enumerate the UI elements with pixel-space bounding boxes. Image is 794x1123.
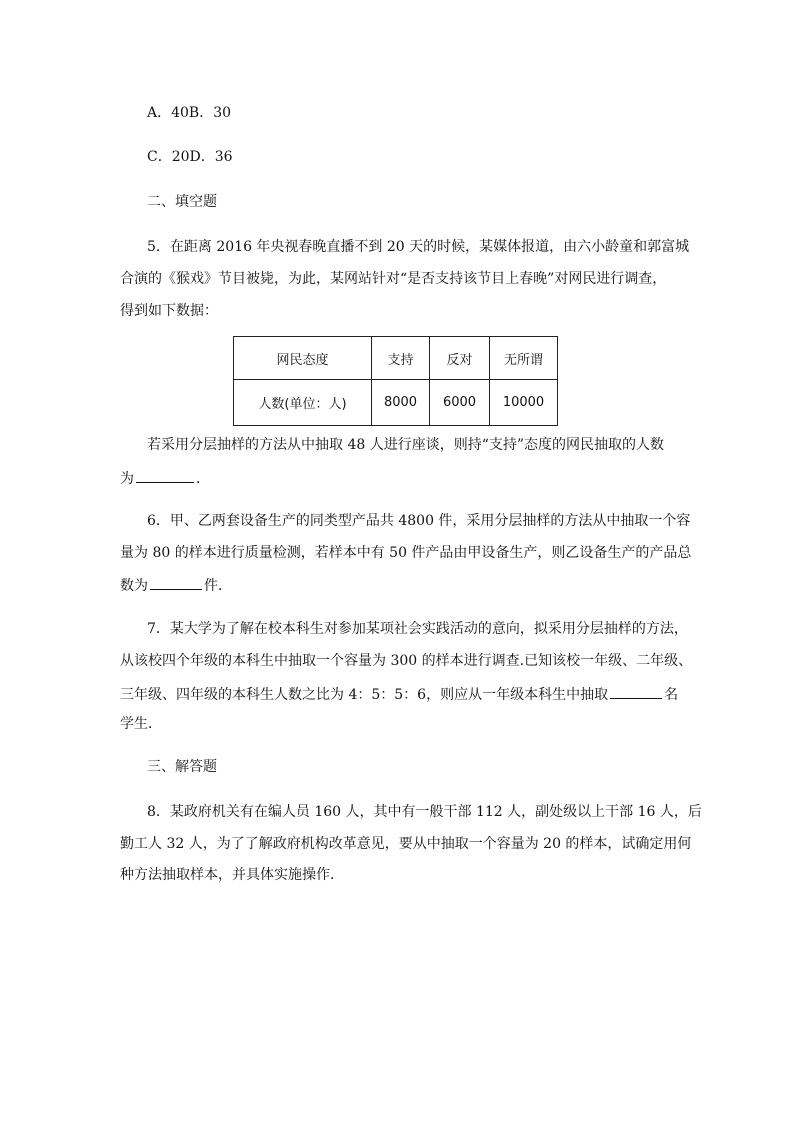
table-header-cell: 反对 xyxy=(430,337,490,380)
survey-table xyxy=(233,336,558,426)
q8-line3: 种方法抽取样本，并具体实施操作． xyxy=(120,867,344,883)
table-header-row xyxy=(234,337,558,380)
q5-line5-prefix: 为 xyxy=(120,471,134,487)
q5-line4: 若采用分层抽样的方法从中抽取 48 人进行座谈，则持“支持”态度的网民抽取的人数 xyxy=(147,437,665,453)
q6-line2: 量为 80 的样本进行质量检测，若样本中有 50 件产品由甲设备生产，则乙设备生产的产品总 xyxy=(120,545,692,561)
answer-blank xyxy=(136,468,194,483)
section-answer: 三、解答题 xyxy=(147,759,217,775)
q7-line3-prefix: 三年级、四年级的本科生人数之比为 4：5：5：6，则应从一年级本科生中抽取 xyxy=(120,687,609,703)
section-fill-blank: 二、填空题 xyxy=(147,194,217,210)
q6-line3-prefix: 数为 xyxy=(120,578,148,594)
table-row-label: 人数(单位：人) xyxy=(234,380,372,426)
q6-line3 xyxy=(120,575,232,595)
q7-line2: 从该校四个年级的本科生中抽取一个容量为 300 的样本进行调查.已知该校一年级、二年级、 xyxy=(120,653,693,669)
q6-line1: 6．甲、乙两套设备生产的同类型产品共 4800 件，采用分层抽样的方法从中抽取一个容 xyxy=(147,513,691,529)
answer-blank xyxy=(610,684,662,699)
answer-blank xyxy=(150,575,202,590)
q7-line1: 7．某大学为了解在校本科生对参加某项社会实践活动的意向，拟采用分层抽样的方法， xyxy=(147,621,688,637)
table-cell: 10000 xyxy=(490,380,558,426)
table-row xyxy=(234,380,558,426)
options-c-d: C．20D．36 xyxy=(147,149,233,165)
q7-line3-suffix: 名 xyxy=(664,687,679,703)
q5-line5-suffix: ． xyxy=(196,471,210,487)
q7-line3 xyxy=(120,684,678,704)
q8-line2: 勤工人 32 人，为了了解政府机构改革意见，要从中抽取一个容量为 20 的样本，试确定用何 xyxy=(120,836,692,852)
table-header-cell: 网民态度 xyxy=(234,337,372,380)
q8-line1: 8．某政府机关有在编人员 160 人，其中有一般干部 112 人，副处级以上干部 16 人，后 xyxy=(147,804,702,820)
q6-line3-suffix: 件． xyxy=(204,578,232,594)
q5-line1: 5．在距离 2016 年央视春晚直播不到 20 天的时候，某媒体报道，由六小龄童和郭富城 xyxy=(147,239,690,255)
table-header-cell: 无所谓 xyxy=(490,337,558,380)
q5-line3: 得到如下数据： xyxy=(120,303,218,319)
q7-line4: 学生． xyxy=(120,716,162,732)
table-header-cell: 支持 xyxy=(372,337,430,380)
options-a-b: A．40B．30 xyxy=(147,105,232,121)
q5-line2: 合演的《猴戏》节目被毙，为此，某网站针对“是否支持该节目上春晚”对网民进行调查， xyxy=(120,271,667,287)
q5-line5 xyxy=(120,468,210,488)
table-cell: 6000 xyxy=(430,380,490,426)
table-cell: 8000 xyxy=(372,380,430,426)
